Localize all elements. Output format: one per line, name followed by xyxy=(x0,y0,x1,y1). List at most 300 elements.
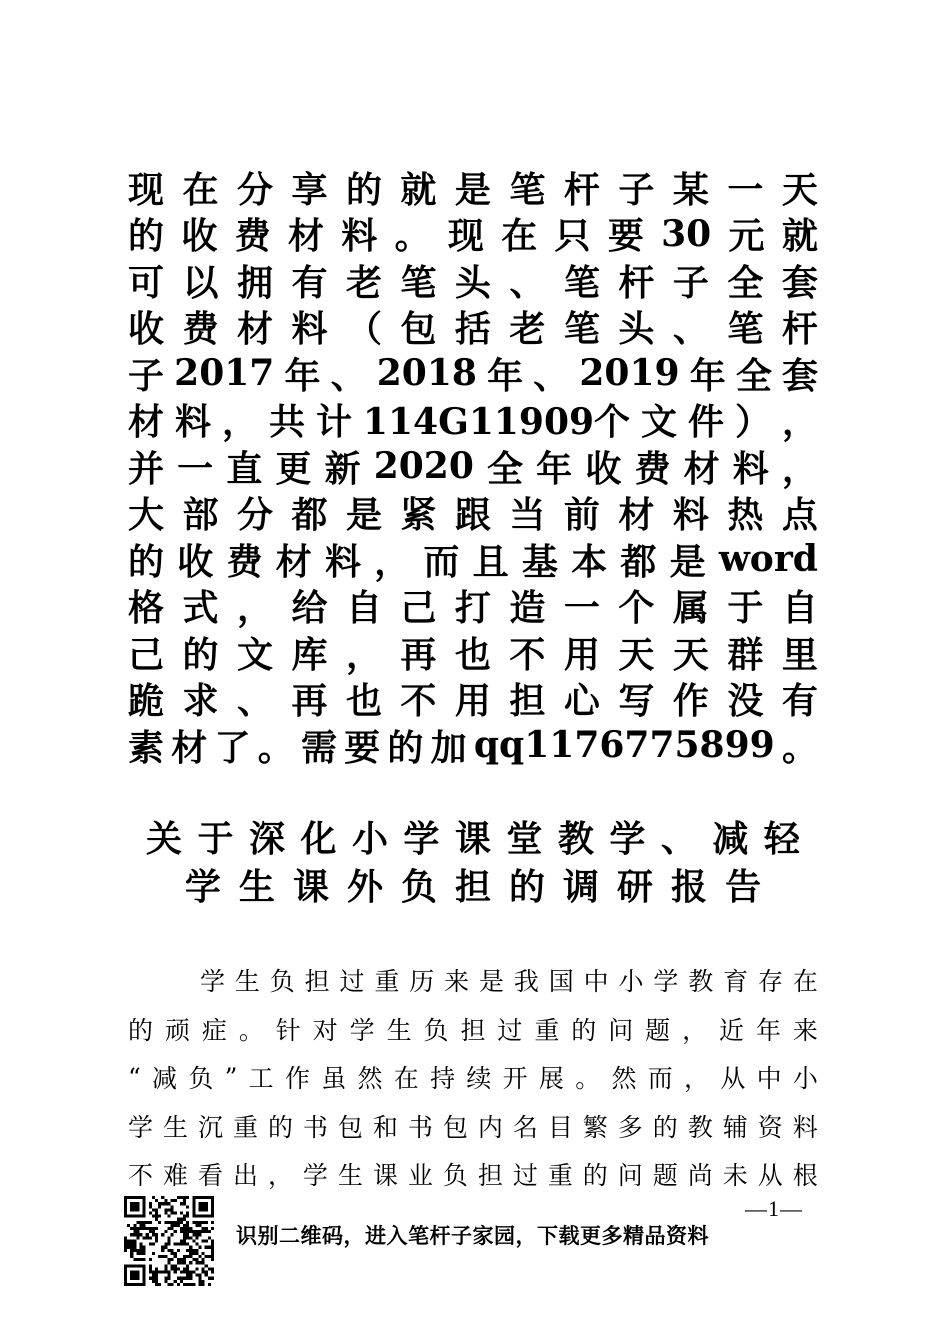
qr-module xyxy=(140,1233,143,1236)
qr-module xyxy=(149,1264,152,1267)
qr-module xyxy=(143,1267,146,1270)
qr-module xyxy=(183,1267,186,1270)
body-text: 名 xyxy=(512,1112,538,1142)
qr-module xyxy=(161,1202,164,1205)
qr-module xyxy=(202,1208,205,1211)
qr-module xyxy=(186,1236,189,1239)
title-char: 轻 xyxy=(763,817,800,860)
qr-module xyxy=(152,1208,155,1211)
qr-module xyxy=(195,1249,198,1252)
promo-text: 笔 xyxy=(563,261,600,304)
body-text: 看 xyxy=(197,1161,223,1191)
qr-module xyxy=(164,1208,167,1211)
qr-module xyxy=(143,1212,146,1215)
title-char: 的 xyxy=(509,865,546,908)
promo-text: 点 xyxy=(781,494,818,537)
promo-text: 作 xyxy=(672,680,709,723)
promo-text: 笔 xyxy=(563,308,600,351)
qr-module xyxy=(195,1233,198,1236)
qr-module xyxy=(130,1208,133,1211)
qr-module xyxy=(208,1230,211,1233)
qr-module xyxy=(171,1205,174,1208)
qr-module xyxy=(133,1230,136,1233)
qr-module xyxy=(124,1243,127,1246)
qr-module xyxy=(146,1236,149,1239)
qr-module xyxy=(174,1255,177,1258)
body-text: 辅 xyxy=(722,1112,748,1142)
qr-module xyxy=(143,1208,146,1211)
qr-module xyxy=(198,1283,201,1286)
promo-text: 需 xyxy=(300,726,337,769)
qr-module xyxy=(186,1233,189,1236)
body-text: 重 xyxy=(534,1015,560,1045)
body-text: 的 xyxy=(652,1112,678,1142)
qr-module xyxy=(186,1267,189,1270)
qr-module xyxy=(136,1274,139,1277)
qr-module xyxy=(124,1239,127,1242)
qr-module xyxy=(167,1277,170,1280)
body-text: 的 xyxy=(571,1015,597,1045)
qr-module xyxy=(205,1227,208,1230)
promo-text: 。 xyxy=(394,215,431,258)
promo-text: 费 xyxy=(234,215,271,258)
qr-module xyxy=(183,1218,186,1221)
qr-module xyxy=(167,1236,170,1239)
qr-module xyxy=(198,1277,201,1280)
qr-module xyxy=(208,1215,211,1218)
qr-module xyxy=(171,1212,174,1215)
qr-module xyxy=(189,1261,192,1264)
qr-module xyxy=(189,1274,192,1277)
qr-module xyxy=(136,1208,139,1211)
qr-module xyxy=(140,1249,143,1252)
body-text: 国 xyxy=(548,967,574,997)
qr-module xyxy=(167,1261,170,1264)
qr-module xyxy=(202,1239,205,1242)
qr-module xyxy=(211,1196,214,1199)
qr-module xyxy=(124,1215,127,1218)
qr-module xyxy=(195,1252,198,1255)
qr-module xyxy=(208,1236,211,1239)
qr-module xyxy=(192,1205,195,1208)
promo-text: 费 xyxy=(634,447,671,490)
qr-module xyxy=(205,1270,208,1273)
qr-module xyxy=(171,1224,174,1227)
qr-module xyxy=(158,1215,161,1218)
promo-text: 老 xyxy=(345,261,382,304)
body-text: 工 xyxy=(248,1064,274,1094)
qr-module xyxy=(183,1227,186,1230)
qr-module xyxy=(186,1283,189,1286)
qr-module xyxy=(205,1264,208,1267)
promo-text: 一 xyxy=(177,447,214,490)
qr-module xyxy=(183,1236,186,1239)
qr-module xyxy=(186,1243,189,1246)
body-text: 作 xyxy=(284,1064,310,1094)
title-char: 学 xyxy=(184,865,221,908)
qr-module xyxy=(167,1221,170,1224)
qr-module xyxy=(152,1252,155,1255)
promo-text: 拥 xyxy=(236,261,273,304)
body-text: 历 xyxy=(409,967,435,997)
qr-module xyxy=(136,1202,139,1205)
qr-module xyxy=(205,1202,208,1205)
body-text: 而 xyxy=(647,1064,673,1094)
body-text: 中 xyxy=(583,967,609,997)
promo-text: 不 xyxy=(400,680,437,723)
qr-module xyxy=(211,1199,214,1202)
qr-module xyxy=(133,1224,136,1227)
qr-module xyxy=(130,1270,133,1273)
qr-module xyxy=(127,1243,130,1246)
qr-module xyxy=(195,1267,198,1270)
qr-module xyxy=(186,1227,189,1230)
qr-module xyxy=(167,1249,170,1252)
qr-module xyxy=(192,1202,195,1205)
qr-module xyxy=(211,1221,214,1224)
qr-module xyxy=(152,1233,155,1236)
qr-module xyxy=(211,1267,214,1270)
qr-module xyxy=(124,1205,127,1208)
title-char: 化 xyxy=(300,817,337,860)
qr-module xyxy=(208,1277,211,1280)
qr-module xyxy=(133,1233,136,1236)
body-text: 近 xyxy=(719,1015,745,1045)
title-char: 外 xyxy=(346,865,383,908)
promo-text: 可 xyxy=(128,261,165,304)
promo-text: 的 xyxy=(182,633,219,676)
qr-module xyxy=(130,1202,133,1205)
body-text: 根 xyxy=(792,1161,818,1191)
qr-module xyxy=(205,1208,208,1211)
qr-module xyxy=(133,1202,136,1205)
qr-module xyxy=(133,1208,136,1211)
body-text: 。 xyxy=(575,1064,601,1094)
qr-module xyxy=(130,1249,133,1252)
promo-text: 。 xyxy=(781,726,818,769)
qr-module xyxy=(143,1249,146,1252)
qr-module xyxy=(140,1264,143,1267)
promo-text: ， xyxy=(221,401,258,444)
qr-module xyxy=(136,1221,139,1224)
promo-text: 材 xyxy=(618,494,655,537)
qr-module xyxy=(186,1274,189,1277)
body-text: 针 xyxy=(275,1015,301,1045)
body-text: 生 xyxy=(162,1112,188,1142)
body-text: 书 xyxy=(302,1112,328,1142)
qr-module xyxy=(127,1283,130,1286)
qr-module xyxy=(202,1261,205,1264)
qr-module xyxy=(174,1252,177,1255)
body-text: 是 xyxy=(479,967,505,997)
qr-module xyxy=(180,1196,183,1199)
qr-module xyxy=(149,1258,152,1261)
promo-text: 、 xyxy=(533,354,570,397)
promo-text: 不 xyxy=(509,633,546,676)
body-text: 料 xyxy=(792,1112,818,1142)
body-text: 沉 xyxy=(197,1112,223,1142)
body-text: 然 xyxy=(357,1064,383,1094)
promo-text: 一 xyxy=(727,168,764,211)
promo-text: 心 xyxy=(563,680,600,723)
promo-text: 料 xyxy=(324,540,361,583)
promo-text: 就 xyxy=(400,168,437,211)
qr-module xyxy=(143,1258,146,1261)
promo-text: 群 xyxy=(727,633,764,676)
qr-module xyxy=(155,1267,158,1270)
qr-module xyxy=(183,1196,186,1199)
promo-text: 有 xyxy=(781,680,818,723)
qr-module xyxy=(195,1230,198,1233)
promo-text: 直 xyxy=(226,447,263,490)
qr-module xyxy=(155,1277,158,1280)
qr-module xyxy=(208,1267,211,1270)
body-text: 重 xyxy=(547,1161,573,1191)
body-text: 教 xyxy=(688,967,714,997)
qr-module xyxy=(149,1205,152,1208)
promo-text: 里 xyxy=(781,633,818,676)
qr-module xyxy=(177,1221,180,1224)
promo-line xyxy=(128,676,818,723)
qr-module xyxy=(143,1280,146,1283)
promo-text: 基 xyxy=(521,540,558,583)
body-text: 书 xyxy=(407,1112,433,1142)
title-char: 课 xyxy=(454,817,491,860)
qr-module xyxy=(192,1230,195,1233)
qr-module xyxy=(155,1199,158,1202)
promo-text: 在 xyxy=(501,215,538,258)
promo-text: 有 xyxy=(291,261,328,304)
qr-module xyxy=(171,1208,174,1211)
qr-module xyxy=(195,1274,198,1277)
qr-module xyxy=(177,1249,180,1252)
qr-caption: 识别二维码，进入笔杆子家园，下载更多精品资料 xyxy=(236,1224,709,1248)
promo-text: 、 xyxy=(330,354,367,397)
qr-module xyxy=(140,1221,143,1224)
qr-module xyxy=(149,1230,152,1233)
qr-module xyxy=(192,1283,195,1286)
qr-module xyxy=(198,1274,201,1277)
body-text: 负 xyxy=(188,1064,214,1094)
title-char: 调 xyxy=(563,865,600,908)
body-text: 尚 xyxy=(687,1161,713,1191)
body-text: 负 xyxy=(269,967,295,997)
promo-text: 热 xyxy=(727,494,764,537)
title-char: 告 xyxy=(725,865,762,908)
body-text: 不 xyxy=(128,1161,154,1191)
body-text: 的 xyxy=(267,1112,293,1142)
body-text: 问 xyxy=(608,1015,634,1045)
qr-module xyxy=(174,1270,177,1273)
promo-text: （ xyxy=(345,308,382,351)
promo-text: 己 xyxy=(400,587,437,630)
qr-module xyxy=(211,1227,214,1230)
qr-module xyxy=(155,1274,158,1277)
promo-text: 年 xyxy=(689,354,726,397)
qr-module xyxy=(174,1264,177,1267)
promo-text: 文 xyxy=(641,401,678,444)
qr-module xyxy=(140,1246,143,1249)
promo-text: 文 xyxy=(236,633,273,676)
title-line-2 xyxy=(128,860,818,908)
promo-text: 2019 xyxy=(579,352,680,395)
qr-module xyxy=(202,1230,205,1233)
qr-module xyxy=(155,1208,158,1211)
qr-module xyxy=(164,1267,167,1270)
qr-module xyxy=(202,1221,205,1224)
qr-module xyxy=(171,1199,174,1202)
promo-text: 全 xyxy=(735,354,772,397)
body-text: 从 xyxy=(720,1064,746,1094)
qr-module xyxy=(152,1196,155,1199)
qr-module xyxy=(180,1202,183,1205)
qr-module xyxy=(189,1255,192,1258)
qr-module xyxy=(186,1215,189,1218)
qr-module xyxy=(164,1221,167,1224)
qr-module xyxy=(133,1205,136,1208)
qr-module xyxy=(158,1270,161,1273)
qr-module xyxy=(133,1249,136,1252)
qr-module xyxy=(174,1280,177,1283)
promo-text: 以 xyxy=(182,261,219,304)
qr-module xyxy=(158,1202,161,1205)
qr-module xyxy=(198,1261,201,1264)
title-line-1 xyxy=(128,812,818,860)
promo-text: 跟 xyxy=(454,494,491,537)
promo-text: 用 xyxy=(563,633,600,676)
promo-line xyxy=(128,722,818,769)
qr-module xyxy=(143,1199,146,1202)
title-char: 报 xyxy=(671,865,708,908)
qr-module xyxy=(183,1243,186,1246)
promo-text: 也 xyxy=(345,680,382,723)
promo-text: 料 xyxy=(341,215,378,258)
qr-module xyxy=(130,1196,133,1199)
promo-text: 2018 xyxy=(376,352,477,395)
qr-module xyxy=(211,1246,214,1249)
body-text: 学 xyxy=(128,1112,154,1142)
promo-text: 料 xyxy=(672,494,709,537)
promo-text: ， xyxy=(345,633,382,676)
body-text: 来 xyxy=(444,967,470,997)
promo-text: 大 xyxy=(128,494,165,537)
qr-module xyxy=(130,1239,133,1242)
promo-text: 是 xyxy=(669,540,706,583)
qr-module xyxy=(205,1239,208,1242)
promo-text: 笔 xyxy=(727,308,764,351)
qr-module xyxy=(155,1270,158,1273)
qr-module xyxy=(124,1283,127,1286)
qr-module xyxy=(124,1208,127,1211)
body-text: 我 xyxy=(513,967,539,997)
promo-text: 天 xyxy=(672,633,709,676)
qr-module xyxy=(186,1212,189,1215)
body-text: 题 xyxy=(645,1015,671,1045)
promo-text: 老 xyxy=(509,308,546,351)
body-text: 生 xyxy=(337,1161,363,1191)
qr-module xyxy=(183,1224,186,1227)
qr-module xyxy=(167,1208,170,1211)
promo-line xyxy=(128,304,818,351)
qr-module xyxy=(189,1230,192,1233)
body-text: 然 xyxy=(611,1064,637,1094)
promo-text: 跪 xyxy=(128,680,165,723)
body-text: 存 xyxy=(758,967,784,997)
qr-module xyxy=(140,1283,143,1286)
promo-text: 收 xyxy=(181,215,218,258)
promo-text: ， xyxy=(781,447,818,490)
report-title xyxy=(128,812,818,908)
promo-text: 笔 xyxy=(509,168,546,211)
qr-module xyxy=(211,1277,214,1280)
qr-module xyxy=(177,1196,180,1199)
promo-text: 杆 xyxy=(618,261,655,304)
qr-module xyxy=(205,1196,208,1199)
promo-text: 再 xyxy=(291,680,328,723)
body-text: 生 xyxy=(386,1015,412,1045)
promo-text: 子 xyxy=(672,261,709,304)
qr-module xyxy=(149,1270,152,1273)
qr-module xyxy=(143,1205,146,1208)
qr-module xyxy=(171,1221,174,1224)
qr-module xyxy=(133,1264,136,1267)
qr-module xyxy=(152,1243,155,1246)
qr-module xyxy=(180,1280,183,1283)
qr-module xyxy=(192,1239,195,1242)
qr-module xyxy=(167,1215,170,1218)
qr-module xyxy=(155,1215,158,1218)
qr-module xyxy=(208,1283,211,1286)
qr-module xyxy=(149,1243,152,1246)
qr-module xyxy=(171,1258,174,1261)
qr-module xyxy=(127,1215,130,1218)
promo-text: 新 xyxy=(324,447,361,490)
qr-module xyxy=(124,1212,127,1215)
qr-module xyxy=(136,1270,139,1273)
promo-text: 就 xyxy=(781,215,818,258)
promo-text: 料 xyxy=(732,447,769,490)
promo-text: 件 xyxy=(688,401,725,444)
qr-module xyxy=(164,1246,167,1249)
qr-module xyxy=(130,1264,133,1267)
qr-module xyxy=(205,1230,208,1233)
qr-module xyxy=(143,1236,146,1239)
qr-module xyxy=(202,1196,205,1199)
promo-text: 材 xyxy=(171,726,208,769)
qr-module xyxy=(186,1264,189,1267)
promo-text: 材 xyxy=(683,447,720,490)
qr-module xyxy=(136,1264,139,1267)
qr-module xyxy=(140,1252,143,1255)
body-text: 题 xyxy=(652,1161,678,1191)
qr-module xyxy=(211,1202,214,1205)
qr-module xyxy=(133,1283,136,1286)
qr-module xyxy=(195,1221,198,1224)
promo-text: 子 xyxy=(618,168,655,211)
qr-module xyxy=(124,1196,127,1199)
qr-module xyxy=(124,1246,127,1249)
qr-module xyxy=(127,1196,130,1199)
qr-module xyxy=(171,1264,174,1267)
qr-module xyxy=(133,1277,136,1280)
promo-text: 都 xyxy=(291,494,328,537)
body-text: 小 xyxy=(618,967,644,997)
qr-module xyxy=(198,1215,201,1218)
promo-text: 了 xyxy=(214,726,251,769)
qr-module xyxy=(192,1249,195,1252)
qr-module xyxy=(143,1264,146,1267)
promo-text: 全 xyxy=(487,447,524,490)
